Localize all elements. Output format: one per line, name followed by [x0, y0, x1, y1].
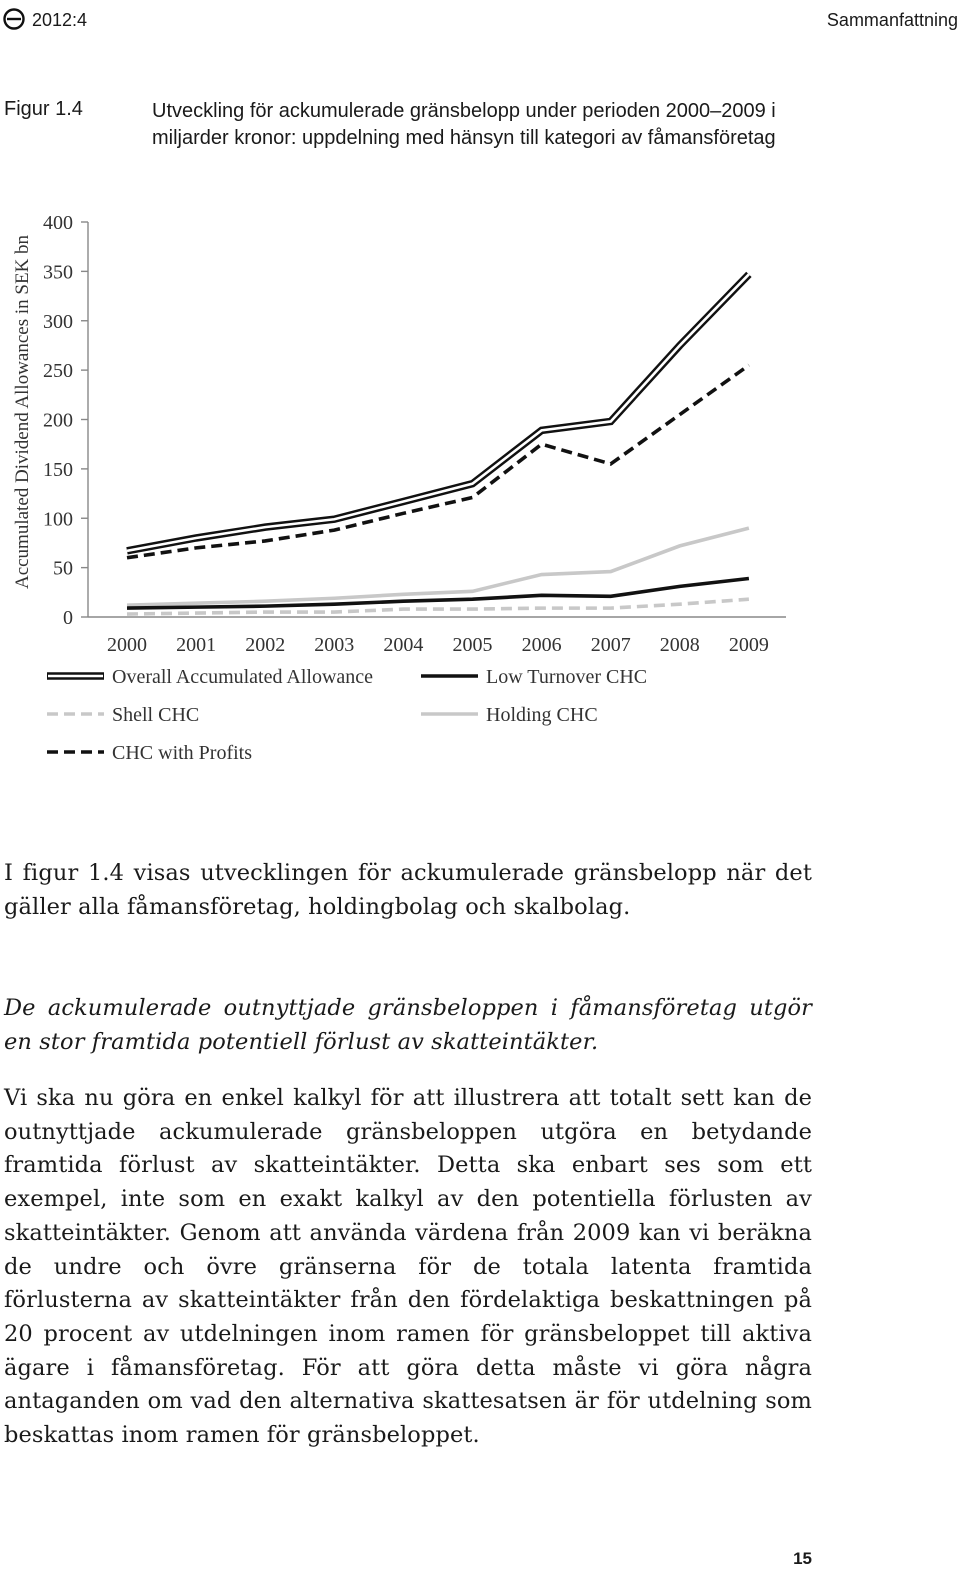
x-tick-label-2000: 2000 [107, 634, 147, 656]
x-tick-label-2001: 2001 [176, 634, 217, 656]
page-number: 15 [793, 1549, 812, 1568]
y-axis-label: Accumulated Dividend Allowances in SEK bn [12, 234, 33, 590]
x-tick-label-2007: 2007 [590, 634, 631, 656]
legend-label-shell-chc: Shell CHC [112, 704, 200, 726]
figure-label: Figur 1.4 [4, 98, 83, 120]
series-line-overall-accumulated-allowance-inner [127, 274, 749, 551]
y-tick-label-100: 100 [43, 508, 73, 531]
series-line-holding-chc [127, 528, 749, 605]
y-tick-label-250: 250 [43, 360, 73, 383]
legend-label-chc-with-profits: CHC with Profits [112, 742, 253, 764]
legend-label-low-turnover-chc: Low Turnover CHC [486, 666, 648, 688]
line-chart [0, 190, 960, 780]
circle-e-logo-icon [3, 8, 25, 30]
paragraph-calculation: Vi ska nu göra en enkel kalkyl för att illustrera att totalt sett kan de outnyttjade ackumulerade gränsbeloppen utgöra en betydande framtida förlust av skatteintäkter. Detta ska enbart ses som ett exempel, inte som en exakt kalkyl av den potentiella förlusten av skatteintäkter. Genom att använda värdena från 2009 kan vi beräkna de undre och övre gränserna för de totala latenta framtida förlusterna av skatteintäkter från den fördelaktiga beskattningen på 20 procent av utdelningen inom ramen för gränsbeloppet till aktiva ägare i fåmansföretag. För att göra detta måste vi göra några antaganden om vad den alternativa skattesatsen är för utdelning som beskattas inom ramen för gränsbeloppet. [4, 1085, 812, 1449]
page-header [0, 6, 960, 36]
y-tick-label-150: 150 [43, 458, 73, 481]
x-tick-label-2008: 2008 [659, 634, 700, 656]
section-title: Sammanfattning [826, 10, 958, 30]
series-line-chc-with-profits [127, 365, 749, 558]
y-tick-label-0: 0 [63, 607, 73, 629]
legend-label-overall-accumulated-allowance: Overall Accumulated Allowance [112, 666, 374, 688]
y-tick-label-50: 50 [53, 557, 73, 580]
series-line-overall-accumulated-allowance [127, 274, 749, 551]
x-tick-label-2004: 2004 [383, 634, 424, 656]
legend-label-holding-chc: Holding CHC [486, 704, 598, 726]
y-tick-label-200: 200 [43, 409, 73, 432]
x-tick-label-2003: 2003 [314, 634, 355, 656]
y-tick-label-350: 350 [43, 261, 73, 284]
paragraph-intro: I figur 1.4 visas utvecklingen för ackumulerade gränsbelopp när det gäller alla fåmansföretag, holdingbolag och skalbolag. [4, 860, 812, 920]
figure-title: Utveckling för ackumulerade gränsbelopp under perioden 2000–2009 i miljarder kronor: uppdelning med hänsyn till kategori av fåmansföretag [152, 100, 776, 149]
y-tick-label-400: 400 [43, 212, 73, 234]
x-tick-label-2009: 2009 [728, 634, 769, 656]
x-tick-label-2006: 2006 [521, 634, 562, 656]
paragraph-italic-summary: De ackumulerade outnyttjade gränsbeloppen i fåmansföretag utgör en stor framtida potentiell förlust av skatteintäkter. [4, 995, 812, 1055]
report-number: 2012:4 [32, 10, 88, 30]
y-tick-label-300: 300 [43, 310, 73, 333]
x-tick-label-2002: 2002 [245, 634, 286, 656]
x-tick-label-2005: 2005 [452, 634, 493, 656]
